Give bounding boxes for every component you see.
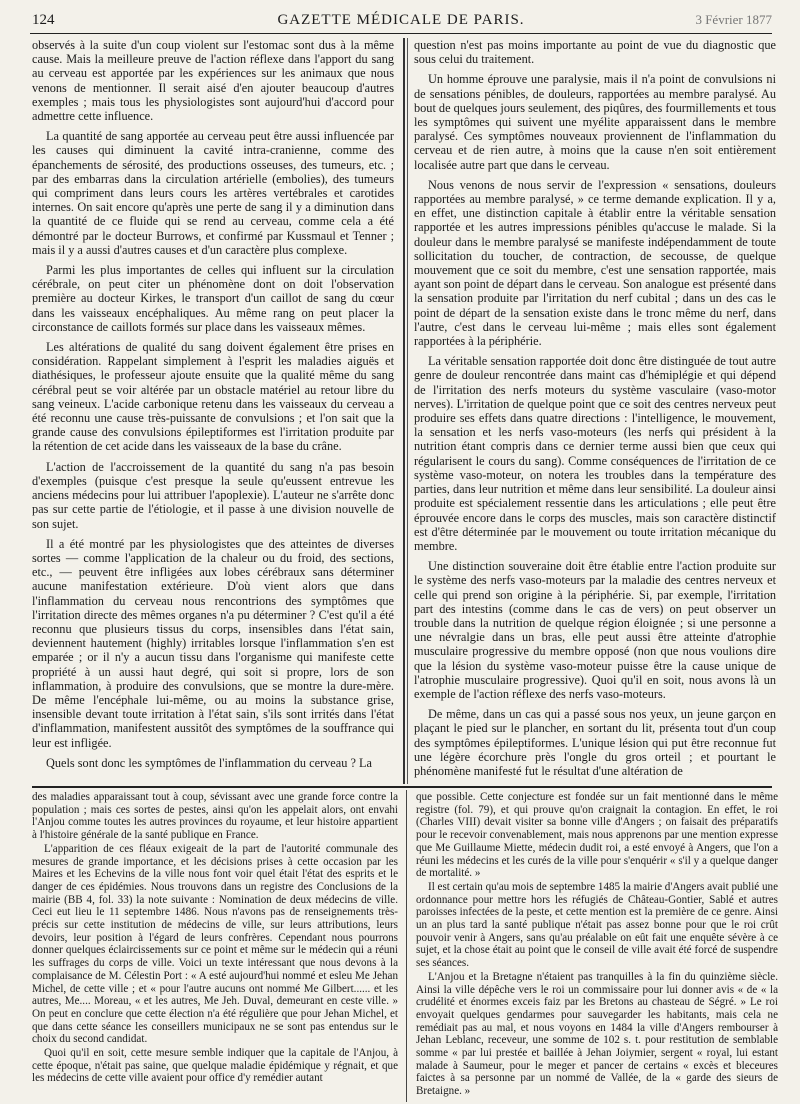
feuilleton-column-left (32, 791, 398, 1101)
issue-date: 3 Février 1877 (695, 12, 772, 27)
paragraph: L'Anjou et la Bretagne n'étaient pas tranquilles à la fin du quinzième siècle. Ainsi la ville dépêche vers le roi un commissaire pour lui donner avis « de « la crudélité et énormes exceis faiz par les Bretons au chasteau de Ségré. » Le roi envoyait quelques gendarmes pour sauvegarder les habitants, mais cela ne remédiait pas au mal, et nous voyons en 1484 la ville d'Angers rembourser à Jehan Leblanc, receveur, une somme de 102 s. t. pour restitution de semblable somme « par lui prestée et baillée à Jehan Joiymier, sergent « royal, lui estant malade à Saumeur, pour le meger et pancer de certains « excès et bleceures faictes à sa personne par un nommé de Vallée, de la « garde des sieurs de Bretaigne. » (416, 970, 778, 1098)
paragraph: Parmi les plus importantes de celles qui influent sur la circulation cérébrale, on peut citer un phénomène dont on doit l'observation première au docteur Kirkes, le transport d'un caillot de sang du cœur dans les vaisseaux encéphaliques. Au même rang on peut placer la circonstance de caillots formés sur place dans les vaisseaux mêmes. (32, 263, 394, 334)
paragraph: Quoi qu'il en soit, cette mesure semble indiquer que la capitale de l'Anjou, à cette époque, n'était pas saine, que quelque maladie épidémique y régnait, et que les médecins de cette ville avaient pour office d'y remédier autant (32, 1047, 398, 1085)
paragraph: L'apparition de ces fléaux exigeait de la part de l'autorité communale des mesures de grande importance, et les décisions prises à cette occasion par les Maires et les Echevins de la ville nous font voir quel était l'état des esprits et le danger de ces épidémies. Nous trouvons dans un registre des Conclusions de la mairie (BB 4, fol. 33) la note suivante : Nomination de deux médecins de ville. Ceci eut lieu le 11 septembre 1486. Nous n'avons pas de renseignements très-précis sur cette institution de médecins de ville, sur leurs attributions, leurs devoirs, leur position à l'égard de leurs confrères. Cependant nous pourrons donner quelques éclaircissements sur ce point et même sur le médecin qui a réuni les suffrages du corps de ville. Voici un texte intéressant que nous devons à la complaisance de M. Célestin Port : « A esté aujourd'hui nommé et esleu Me Jehan Michel, de cette ville ; et « pour l'autre aucuns ont nommé Me Gilbert...... et les autres, Me.... Moreau, « et les autres, Me Jeh. Duval, demeurant en ceste ville. » On peut en conclure que cette élection n'a été régulière que pour Jehan Michel, et que dans cette séance les conseillers municipaux ne se sont pas entendus sur le choix du second candidat. (32, 842, 398, 1046)
paragraph: L'action de l'accroissement de la quantité du sang n'a pas besoin d'exemples (puisque c'est presque la seule qu'eussent entrevue les anciens médecins pour lui attribuer l'apoplexie). L'auteur ne s'arrête donc pas sur cette partie de l'étiologie, et il passe à une division nouvelle de son sujet. (32, 459, 394, 531)
paragraph: Quels sont donc les symptômes de l'inflammation du cerveau ? La (46, 755, 372, 770)
paragraph: Les altérations de qualité du sang doivent également être prises en considération. Rappelant simplement à l'esprit les maladies aiguës et diathésiques, le professeur ajoute ensuite que la qualité même du sang cérébral peut se voir altérée par un obstacle matériel au retour libre du sang veineux. L'acide carbonique retenu dans les vaisseaux du cerveau a été reconnu une cause très-puissante de convulsions ; et l'on sait que la grande cause des convulsions épileptiformes est l'irritation produite par la rétention de cet acide dans les vaisseaux de la base du crâne. (32, 340, 394, 454)
paragraph: La quantité de sang apportée au cerveau peut être aussi influencée par les causes qui diminuent la cavité intra-cranienne, comme des épanchements de sérosité, des productions osseuses, des tumeurs, etc. ; par des embarras dans la circulation artérielle (embolies), des tumeurs qui compriment dans leurs cours les artères vertébrales et carotides internes. On sait encore qu'après une perte de sang il y a diminution dans la quantité de ce fluide qui se rend au cerveau, comme cela a été démontré par le docteur Burrows, et confirmé par Kussmaul et Tenner ; mais il y a aussi d'autres causes et d'un caractère plus complexe. (32, 129, 394, 257)
paragraph: des maladies apparaissant tout à coup, sévissant avec une grande force contre la population ; mais ces sortes de pestes, ainsi qu'on les appelait alors, ont envahi l'Anjou comme toutes les autres provinces du royaume, et leur histoire appartient à l'histoire générale de la santé publique en France. (32, 791, 398, 842)
article-column-left (32, 38, 394, 784)
column-divider (406, 790, 407, 1102)
paragraph: Nous venons de nous servir de l'expression « sensations, douleurs rapportées au membre paralysé, » ce terme demande explication. Il y a, en effet, une distinction capitale à établir entre la véritable sensation rapportée et les autres impressions pénibles qu'accuse le malade. Si la douleur dans le membre paralysé se manifeste indépendamment de toute sollicitation du toucher, de contraction, de secousse, de quelque mouvement que ce soit du membre, c'est une sensation rapportée, mais ayant son point de départ dans le cerveau. Son analogue est présenté dans la sensation produite par l'irritation du nerf cubital ; dans un des cas le point de départ de la sensation existe dans le tronc même du nerf, dans l'autre, c'est dans le cerveau lui-même ; mais elles sont également rapportées à la périphérie. (414, 177, 776, 349)
paragraph: Une distinction souveraine doit être établie entre l'action produite sur le système des nerfs vaso-moteurs par la maladie des centres nerveux et celle qui prend son origine à la périphérie. Si, par exemple, l'irritation part des intestins (comme dans le cas de vers) on peut observer un trouble dans la nutrition de quelque région éloignée ; si une personne a une névralgie dans un bras, elle peut aussi être atteinte d'atrophie musculaire progressive du membre opposé (non que nous voulions dire que la lésion du système vaso-moteur puisse être la cause unique de l'atrophie musculaire progressive). Quoi qu'il en soit, nous avons là un exemple de l'action réflexe des nerfs vaso-moteurs. (414, 559, 776, 701)
column-divider (407, 38, 408, 784)
paragraph: question n'est pas moins importante au point de vue du diagnostic que sous celui du traitement. (414, 38, 776, 67)
column-divider (403, 38, 405, 784)
page-number: 124 (32, 12, 55, 28)
paragraph: Un homme éprouve une paralysie, mais il n'a point de convulsions ni de sensations pénibles, de douleurs, rapportées au membre paralysé. Au bout de quelques jours seulement, des piqûres, des fourmillements et tous les symptômes qui suivent une myélite apparaissent dans le membre paralysé. Ces symptômes nouveaux proviennent de l'inflammation du cerveau et de rien autre, à moins que la cause n'en soit entièrement localisée autre part que dans le cerveau. (414, 72, 776, 172)
paragraph: De même, dans un cas qui a passé sous nos yeux, un jeune garçon en plaçant le pied sur le plancher, en sortant du lit, présenta tout d'un coup des symptômes épileptiformes. L'unique lésion qui put être reconnue fut une légère écorchure près l'ongle du gros orteil ; et pourtant le phénomène manifesté fut le résultat d'une altération de (414, 707, 776, 778)
running-header (30, 8, 772, 34)
paragraph: observés à la suite d'un coup violent sur l'estomac sont dus à la même cause. Mais la meilleure preuve de l'action réflexe dans l'apport du sang au cerveau est apportée par les expériences sur les animaux que nous venons de mentionner. Il serait aisé d'en ajouter beaucoup d'autres exemples ; mais tous les physiologistes sont aujourd'hui d'accord pour admettre cette influence. (32, 38, 394, 124)
running-title: GAZETTE MÉDICALE DE PARIS. (277, 12, 525, 28)
paragraph: Il est certain qu'au mois de septembre 1485 la mairie d'Angers avait publié une ordonnance pour mettre hors les réfugiés de Château-Gontier, Sablé et autres paroisses infectées de la peste, et cette mention est la première de ce genre. Ainsi un an plus tard la santé publique n'était pas assez bonne pour que le roi crût pouvoir venir à Angers, sans qu'au préalable on eût fait une enquête sévère à ce sujet, et la chose était au point que le conseil de ville avait été forcé de suspendre ses séances. (416, 880, 778, 970)
feuilleton-column-right (416, 791, 778, 1101)
paragraph: La véritable sensation rapportée doit donc être distinguée de tout autre genre de douleur rencontrée dans maint cas d'hémiplégie et qui dépend de l'irritation des nerfs moteurs du système vasculaire (vaso-motor nerves). L'irritation de quelque point que ce soit des centres nerveux peut produire ses effets dans quatre directions : l'intelligence, le mouvement, la sensation et les nerfs vaso-moteurs (les nerfs qui président à la nutrition étant compris dans ce dernier terme aussi bien que ceux qui régularisent le cours du sang). Comme conséquences de l'irritation de ce système vaso-moteur, on notera les troubles dans la température des parties, dans leur nutrition et même dans leur sensibilité. La douleur ainsi produite est spécialement ressentie dans les articulations ; elle peut être éprouvée encore dans le corps des muscles, mais son caractère distinctif est d'être déterminée par le mouvement ou toute irritation mécanique du membre. (414, 354, 776, 553)
paragraph: que possible. Cette conjecture est fondée sur un fait mentionné dans le même registre (fol. 79), et qui prouve qu'on craignait la contagion. En effet, le roi (Charles VIII) devait visiter sa bonne ville d'Angers ; on faisait des préparatifs pour le recevoir convenablement, mais nous apprenons par une mention expresse que Me Guillaume Miette, médecin dudit roi, a esté envoyé à Angers, que l'on a réuni les médecins et les curés de la ville pour s'enquérir « s'il y a quelque danger de mortalité. » (416, 791, 778, 880)
feuilleton-divider (32, 786, 772, 788)
article-column-right (414, 38, 776, 784)
paragraph: Il a été montré par les physiologistes que des atteintes de diverses sortes — comme l'application de la chaleur ou du froid, des sections, etc., — peuvent être infligées aux lobes cérébraux sans déterminer aucune manifestation extérieure. D'où vient alors que dans l'inflammation du cerveau nous rencontrions des symptômes que l'irritation directe des mêmes organes n'a pu déterminer ? C'est qu'il a été reconnu que plusieurs tissus du corps, insensibles dans l'état sain, deviennent hautement (highly) irritables lorsque l'inflammation s'en est emparée ; or il n'y a aucun tissu dans l'organisme qui manifeste cette propriété à un aussi haut degré, qui soit si propre, lors de son inflammation, à produire des convulsions, que se montre la dure-mère. De même l'encéphale lui-même, ou au moins la substance grise, insensible devant toute irritation à l'état sain, s'ils sont irrités dans l'état d'inflammation, manifestent aussitôt des symptômes de la souffrance qui leur est infligée. (32, 536, 394, 750)
